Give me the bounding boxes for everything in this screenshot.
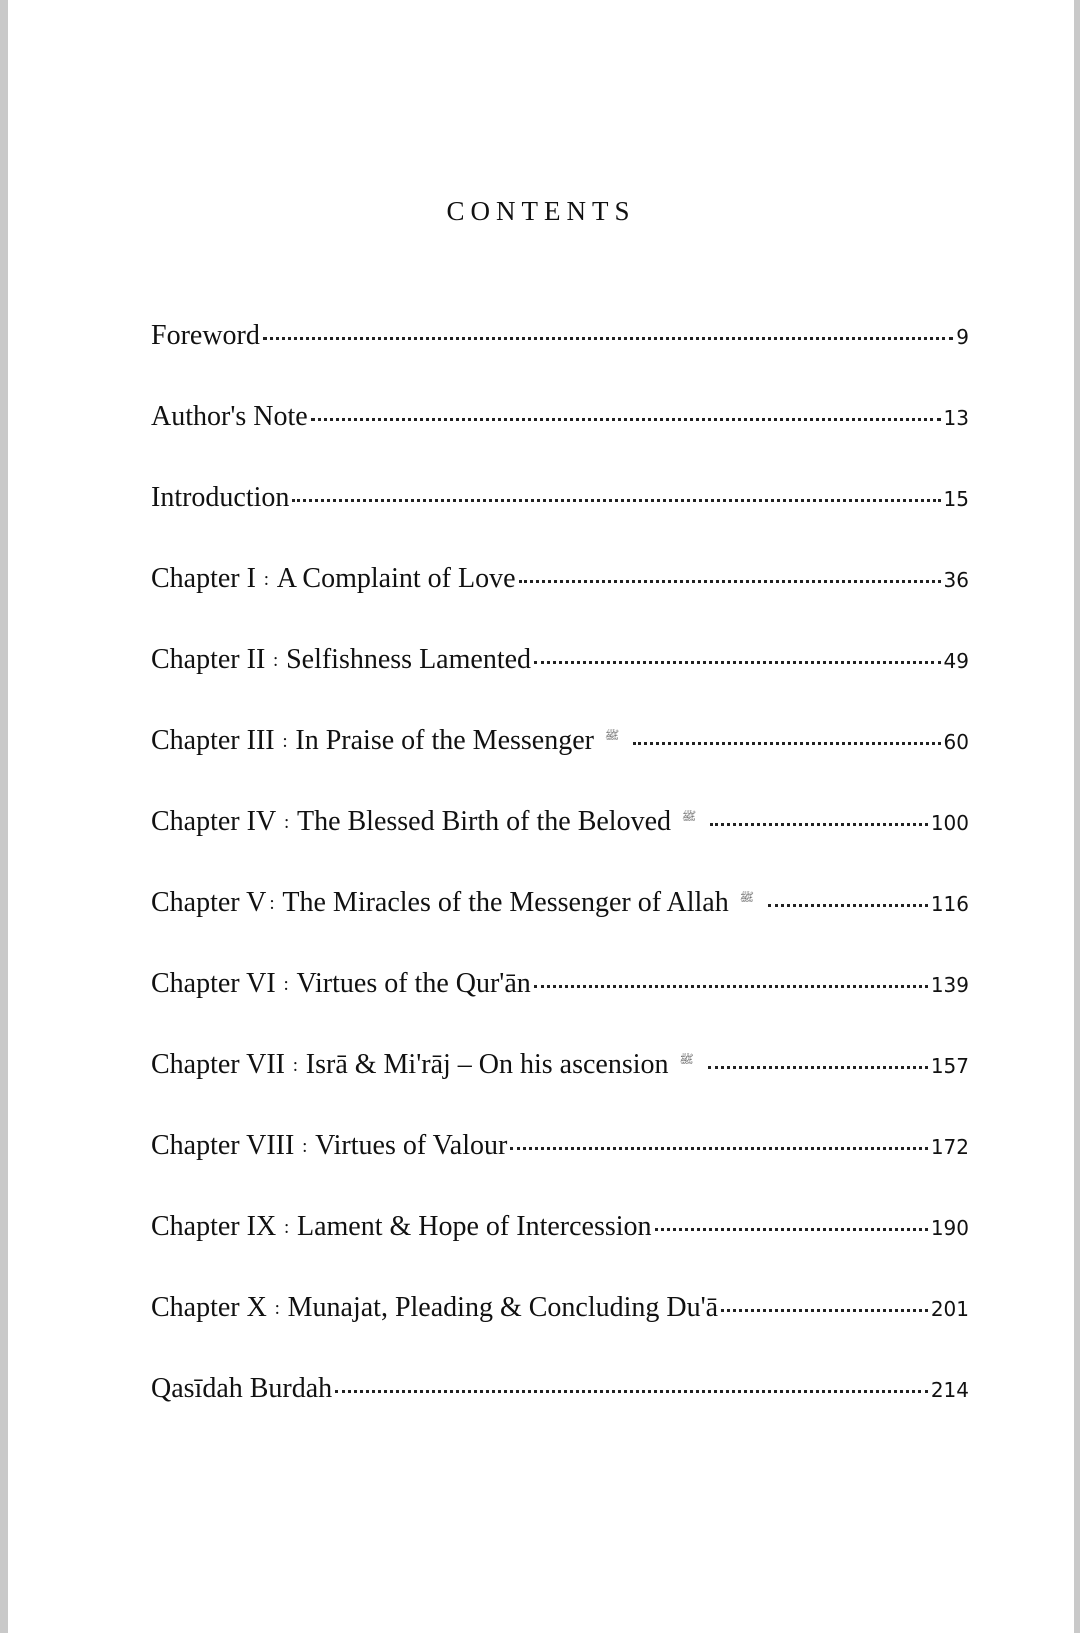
separator: : — [278, 974, 294, 995]
dot-leader — [710, 823, 928, 826]
table-of-contents — [151, 320, 969, 1454]
page-number: 172 — [930, 1135, 969, 1159]
toc-entry-introduction[interactable] — [151, 482, 969, 563]
separator: : — [297, 1136, 313, 1157]
entry-label — [151, 725, 630, 757]
entry-label — [151, 563, 516, 595]
entry-label: Introduction — [151, 482, 290, 513]
page-number: 157 — [930, 1054, 969, 1078]
chapter-number: Chapter VI — [151, 968, 276, 999]
chapter-title: In Praise of the Messenger — [295, 725, 594, 756]
page-number: 9 — [956, 325, 969, 349]
chapter-number: Chapter III — [151, 725, 275, 756]
entry-label — [151, 887, 765, 919]
chapter-title: Isrā & Mi'rāj – On his ascension — [305, 1049, 669, 1080]
chapter-number: Chapter VII — [151, 1049, 285, 1080]
separator: : — [269, 893, 280, 914]
chapter-title: A Complaint of Love — [276, 563, 516, 594]
entry-label — [151, 644, 531, 676]
chapter-title: Lament & Hope of Intercession — [296, 1211, 652, 1242]
page-number: 15 — [943, 487, 969, 511]
entry-label — [151, 806, 707, 838]
dot-leader — [655, 1228, 928, 1231]
entry-label — [151, 968, 531, 1000]
page-number: 214 — [930, 1378, 969, 1402]
page-number: 100 — [930, 811, 969, 835]
page-number: 190 — [930, 1216, 969, 1240]
entry-label — [151, 1292, 718, 1324]
chapter-title: Virtues of the Qur'ān — [296, 968, 531, 999]
separator: : — [258, 569, 274, 590]
page-number: 49 — [943, 649, 969, 673]
entry-label — [151, 1211, 652, 1243]
chapter-number: Chapter IV — [151, 806, 277, 837]
page-number: 116 — [930, 892, 969, 916]
dot-leader — [292, 499, 940, 502]
dot-leader — [708, 1066, 928, 1069]
entry-label — [151, 1049, 705, 1081]
toc-entry-chapter-8[interactable] — [151, 1130, 969, 1211]
chapter-number: Chapter IX — [151, 1211, 277, 1242]
chapter-number: Chapter I — [151, 563, 256, 594]
toc-entry-authors-note[interactable] — [151, 401, 969, 482]
toc-entry-chapter-10[interactable] — [151, 1292, 969, 1373]
dot-leader — [263, 337, 953, 340]
toc-entry-chapter-5[interactable] — [151, 887, 969, 968]
separator: : — [268, 650, 284, 671]
page-number: 139 — [930, 973, 969, 997]
separator: : — [277, 731, 293, 752]
dot-leader — [721, 1309, 928, 1312]
separator: : — [279, 812, 294, 833]
page-number: 60 — [943, 730, 969, 754]
salawat-icon: ﷺ — [604, 729, 620, 742]
page-number: 201 — [930, 1297, 969, 1321]
page-title: CONTENTS — [446, 196, 636, 226]
chapter-title: Selfishness Lamented — [286, 644, 532, 675]
entry-label: Author's Note — [151, 401, 308, 432]
salawat-icon: ﷺ — [739, 891, 754, 904]
chapter-number: Chapter V — [151, 887, 267, 918]
separator: : — [288, 1055, 303, 1076]
toc-entry-chapter-1[interactable] — [151, 563, 969, 644]
book-page — [8, 0, 1074, 1633]
dot-leader — [534, 985, 928, 988]
toc-entry-qasidah-burdah[interactable] — [151, 1373, 969, 1454]
dot-leader — [768, 904, 928, 907]
page-number: 36 — [943, 568, 969, 592]
dot-leader — [510, 1147, 927, 1150]
toc-entry-chapter-3[interactable] — [151, 725, 969, 806]
dot-leader — [311, 418, 941, 421]
separator: : — [279, 1217, 294, 1238]
salawat-icon: ﷺ — [681, 810, 697, 823]
toc-entry-chapter-6[interactable] — [151, 968, 969, 1049]
chapter-title: The Blessed Birth of the Beloved — [296, 806, 672, 837]
toc-entry-chapter-4[interactable] — [151, 806, 969, 887]
page-number: 13 — [943, 406, 969, 430]
separator: : — [269, 1298, 285, 1319]
dot-leader — [633, 742, 941, 745]
entry-label — [151, 1130, 507, 1162]
toc-entry-chapter-9[interactable] — [151, 1211, 969, 1292]
chapter-title: Munajat, Pleading & Concluding Du'ā — [287, 1292, 719, 1323]
chapter-number: Chapter VIII — [151, 1130, 295, 1161]
toc-entry-foreword[interactable] — [151, 320, 969, 401]
entry-label: Qasīdah Burdah — [151, 1373, 333, 1404]
dot-leader — [519, 580, 941, 583]
chapter-title: Virtues of Valour — [315, 1130, 508, 1161]
chapter-title: The Miracles of the Messenger of Allah — [282, 887, 729, 918]
entry-label: Foreword — [151, 320, 260, 351]
toc-entry-chapter-7[interactable] — [151, 1049, 969, 1130]
toc-entry-chapter-2[interactable] — [151, 644, 969, 725]
salawat-icon: ﷺ — [679, 1053, 694, 1066]
chapter-number: Chapter II — [151, 644, 266, 675]
chapter-number: Chapter X — [151, 1292, 267, 1323]
dot-leader — [534, 661, 941, 664]
dot-leader — [335, 1390, 928, 1393]
